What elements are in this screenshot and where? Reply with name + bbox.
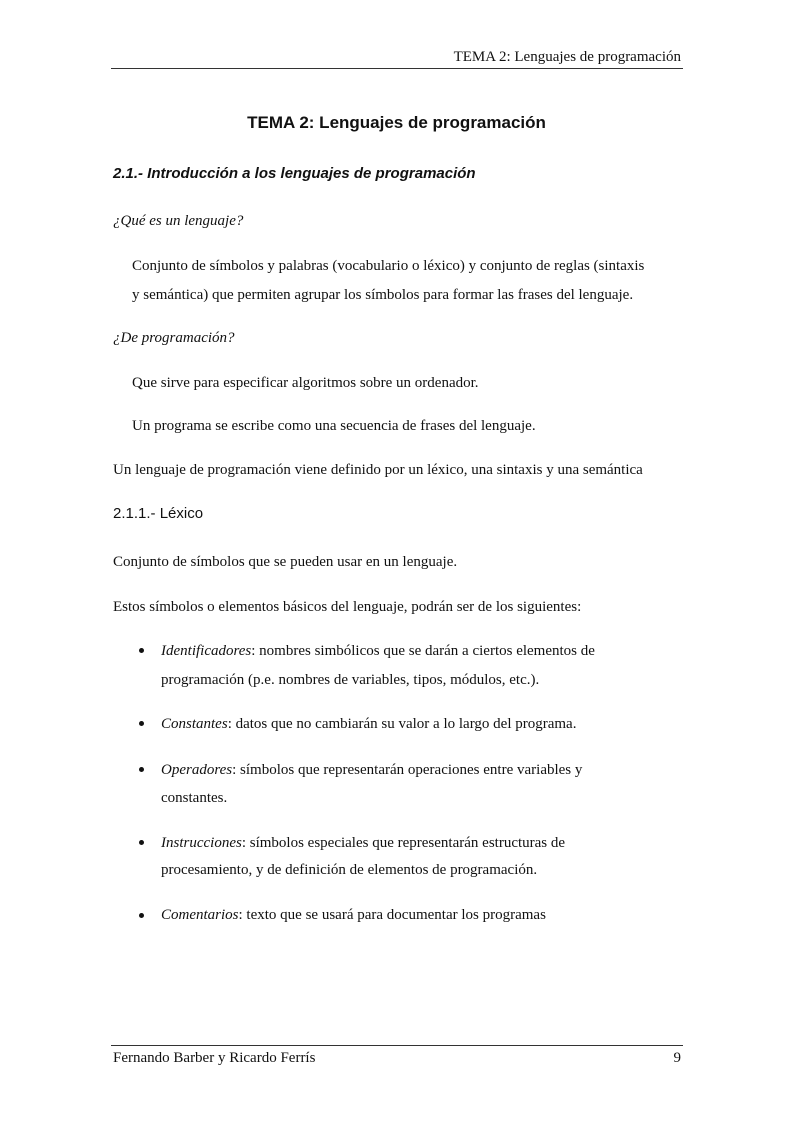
- bullet-item-operadores: [161, 760, 582, 780]
- page-number: 9: [673, 1050, 681, 1066]
- header-rule: [111, 68, 683, 69]
- bullet-term: Identificadores: [161, 643, 252, 659]
- lexico-paragraph-2: Estos símbolos o elementos básicos del lenguaje, podrán ser de los siguientes:: [113, 599, 582, 615]
- running-header: TEMA 2: Lenguajes de programación: [453, 49, 681, 65]
- footer-rule: [111, 1045, 683, 1046]
- bullet-text: : nombres simbólicos que se darán a ciertos elementos de: [251, 643, 595, 659]
- bullet-dot: [139, 840, 144, 845]
- subsection-heading: 2.1.1.- Léxico: [113, 505, 204, 522]
- question-programacion: ¿De programación?: [113, 330, 235, 346]
- bullet-term: Comentarios: [161, 907, 239, 923]
- answer-lenguaje-line-2: y semántica) que permiten agrupar los símbolos para formar las frases del lenguaje.: [132, 287, 634, 303]
- bullet-item-instrucciones-line-2: procesamiento, y de definición de elementos de programación.: [161, 862, 538, 878]
- bullet-term: Operadores: [161, 762, 233, 778]
- lexico-paragraph-1: Conjunto de símbolos que se pueden usar en un lenguaje.: [113, 554, 458, 570]
- answer-programacion-2: Un programa se escribe como una secuencia de frases del lenguaje.: [132, 418, 536, 434]
- bullet-term: Instrucciones: [161, 835, 242, 851]
- definition-paragraph: Un lenguaje de programación viene definido por un léxico, una sintaxis y una semántica: [113, 462, 643, 478]
- bullet-text: : datos que no cambiarán su valor a lo largo del programa.: [227, 716, 577, 732]
- bullet-text: : símbolos que representarán operaciones entre variables y: [232, 762, 583, 778]
- bullet-dot: [139, 721, 144, 726]
- bullet-item-identificadores: [161, 641, 595, 661]
- bullet-term: Constantes: [161, 716, 228, 732]
- bullet-text: : texto que se usará para documentar los programas: [238, 907, 546, 923]
- footer-authors: Fernando Barber y Ricardo Ferrís: [113, 1050, 316, 1066]
- answer-programacion-1: Que sirve para especificar algoritmos sobre un ordenador.: [132, 375, 479, 391]
- page-title: TEMA 2: Lenguajes de programación: [247, 113, 546, 132]
- bullet-dot: [139, 648, 144, 653]
- bullet-item-constantes: [161, 714, 576, 734]
- question-lenguaje: ¿Qué es un lenguaje?: [113, 213, 244, 229]
- answer-lenguaje-line-1: Conjunto de símbolos y palabras (vocabulario o léxico) y conjunto de reglas (sintaxis: [132, 258, 645, 274]
- bullet-dot: [139, 767, 144, 772]
- bullet-item-comentarios: [161, 905, 546, 925]
- bullet-dot: [139, 913, 144, 918]
- bullet-item-instrucciones: [161, 833, 565, 853]
- section-heading: 2.1.- Introducción a los lenguajes de programación: [113, 165, 476, 182]
- bullet-item-operadores-line-2: constantes.: [161, 790, 228, 806]
- bullet-text: : símbolos especiales que representarán estructuras de: [241, 835, 566, 851]
- bullet-item-identificadores-line-2: programación (p.e. nombres de variables, tipos, módulos, etc.).: [161, 672, 540, 688]
